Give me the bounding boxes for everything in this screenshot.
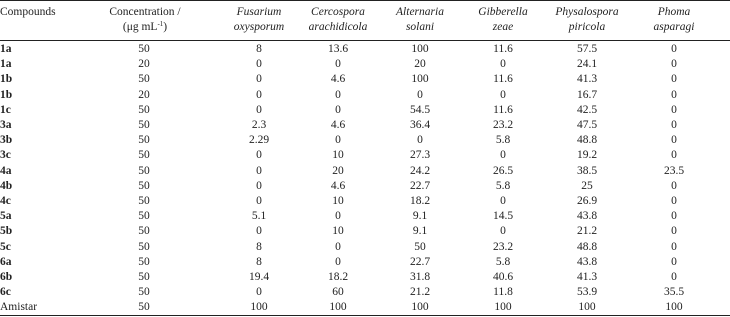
- inhibition-cell: 5.8: [495, 179, 511, 192]
- inhibition-cell: 0: [335, 255, 341, 268]
- inhibition-cell: 26.5: [492, 164, 514, 177]
- inhibition-cell: 0: [256, 195, 262, 207]
- inhibition-cell: 0: [417, 134, 423, 147]
- compound-cell: 5b: [0, 225, 13, 238]
- compound-cell: 5c: [0, 240, 11, 253]
- inhibition-cell: 38.5: [576, 164, 598, 177]
- concentration-cell: 50: [138, 271, 150, 283]
- concentration-cell: 50: [138, 179, 150, 192]
- inhibition-cell: 31.8: [409, 271, 431, 283]
- inhibition-cell: 0: [500, 88, 506, 101]
- inhibition-cell: 0: [256, 164, 262, 177]
- inhibition-cell: 57.5: [576, 43, 598, 55]
- compound-cell: Amistar: [0, 301, 38, 314]
- inhibition-cell: 100: [578, 301, 596, 314]
- header-compounds: Compounds: [0, 6, 56, 18]
- inhibition-cell: 11.8: [493, 286, 513, 299]
- inhibition-cell: 0: [671, 195, 677, 207]
- table-row: [0, 57, 730, 72]
- inhibition-cell: 0: [256, 88, 262, 101]
- inhibition-cell: 0: [335, 240, 341, 253]
- inhibition-cell: 0: [335, 88, 341, 101]
- inhibition-cell: 43.8: [576, 255, 598, 268]
- inhibition-cell: 8: [256, 255, 262, 268]
- header-cercospora-arachidicola: Cercospora arachidicola: [308, 6, 368, 33]
- compound-cell: 3c: [0, 149, 11, 162]
- inhibition-cell: 0: [500, 225, 506, 238]
- inhibition-cell: 22.7: [409, 255, 431, 268]
- inhibition-cell: 100: [411, 301, 429, 314]
- inhibition-cell: 24.1: [576, 58, 598, 71]
- concentration-cell: 50: [138, 301, 150, 314]
- table-row: [0, 240, 730, 255]
- compound-cell: 4c: [0, 195, 11, 207]
- inhibition-cell: 40.6: [492, 271, 514, 283]
- concentration-cell: 50: [138, 240, 150, 253]
- inhibition-cell: 36.4: [409, 119, 431, 131]
- table-row: [0, 103, 730, 118]
- inhibition-cell: 100: [329, 301, 347, 314]
- compound-cell: 5a: [0, 210, 12, 223]
- compound-cell: 1b: [0, 88, 13, 101]
- concentration-cell: 20: [138, 58, 150, 71]
- table-bottom-rule: [0, 315, 730, 316]
- inhibition-cell: 48.8: [576, 240, 598, 253]
- inhibition-cell: 0: [256, 73, 262, 86]
- concentration-cell: 50: [138, 255, 150, 268]
- header-concentration: [100, 5, 190, 35]
- inhibition-cell: 11.6: [493, 73, 513, 86]
- inhibition-cell: 8: [256, 43, 262, 55]
- inhibition-cell: 20: [414, 58, 426, 71]
- inhibition-cell: 100: [250, 301, 268, 314]
- inhibition-cell: 100: [665, 301, 683, 314]
- concentration-cell: 50: [138, 164, 150, 177]
- compound-cell: 1b: [0, 73, 13, 86]
- inhibition-cell: 5.8: [495, 134, 511, 147]
- compound-cell: 3b: [0, 134, 13, 147]
- concentration-cell: 50: [138, 225, 150, 238]
- inhibition-cell: 20: [332, 164, 344, 177]
- inhibition-cell: 0: [417, 88, 423, 101]
- inhibition-cell: 0: [671, 58, 677, 71]
- inhibition-cell: 23.2: [492, 240, 514, 253]
- inhibition-cell: 53.9: [576, 286, 598, 299]
- table-row: [0, 148, 730, 163]
- inhibition-cell: 43.8: [576, 210, 598, 223]
- table-top-rule: [0, 0, 730, 1]
- header-gibberella-zeae: Gibberella zeae: [478, 6, 528, 33]
- inhibition-cell: 47.5: [576, 119, 598, 131]
- concentration-cell: 50: [138, 195, 150, 207]
- header-phoma-asparagi: Phoma asparagi: [653, 6, 695, 33]
- inhibition-cell: 100: [494, 301, 512, 314]
- concentration-cell: 50: [138, 103, 150, 116]
- inhibition-cell: 0: [671, 103, 677, 116]
- table-row: [0, 209, 730, 224]
- inhibition-cell: 14.5: [492, 210, 514, 223]
- concentration-cell: 50: [138, 286, 150, 299]
- inhibition-cell: 16.7: [576, 88, 598, 101]
- table-header-rule: [0, 40, 730, 41]
- inhibition-cell: 9.1: [412, 210, 428, 223]
- table-row: [0, 72, 730, 87]
- inhibition-cell: 100: [411, 73, 429, 86]
- inhibition-cell: 23.2: [492, 119, 514, 131]
- inhibition-cell: 54.5: [409, 103, 431, 116]
- header-alternaria-solani: Alternaria solani: [396, 6, 444, 33]
- inhibition-cell: 9.1: [412, 225, 428, 238]
- table-row: [0, 300, 730, 315]
- inhibition-cell: 0: [335, 58, 341, 71]
- compound-cell: 6b: [0, 271, 13, 283]
- inhibition-cell: 0: [671, 225, 677, 238]
- inhibition-cell: 0: [500, 195, 506, 207]
- table-row: [0, 179, 730, 194]
- inhibition-cell: 0: [256, 103, 262, 116]
- inhibition-cell: 0: [256, 286, 262, 299]
- inhibition-cell: 11.6: [493, 43, 513, 55]
- inhibition-cell: 25: [581, 179, 593, 192]
- compound-cell: 4b: [0, 179, 13, 192]
- inhibition-cell: 41.3: [576, 271, 598, 283]
- header-concentration-line1: Concentration /: [109, 6, 181, 18]
- inhibition-cell: 100: [411, 43, 429, 55]
- table-row: [0, 255, 730, 270]
- inhibition-cell: 21.2: [576, 225, 598, 238]
- inhibition-cell: 0: [256, 149, 262, 162]
- inhibition-cell: 0: [335, 210, 341, 223]
- table-row: [0, 164, 730, 179]
- inhibition-cell: 27.3: [409, 149, 431, 162]
- header-physalospora-piricola: Physalospora piricola: [555, 6, 619, 33]
- inhibition-cell: 22.7: [409, 179, 431, 192]
- table-row: [0, 133, 730, 148]
- table-row: [0, 42, 730, 57]
- header-fusarium-oxysporum: Fusarium oxysporum: [233, 6, 285, 33]
- inhibition-cell: 0: [500, 149, 506, 162]
- inhibition-cell: 0: [671, 119, 677, 131]
- inhibition-cell: 19.4: [248, 271, 270, 283]
- compound-cell: 4a: [0, 164, 12, 177]
- inhibition-cell: 0: [256, 58, 262, 71]
- concentration-cell: 50: [138, 149, 150, 162]
- inhibition-cell: 0: [671, 43, 677, 55]
- inhibition-cell: 5.1: [251, 210, 267, 223]
- inhibition-cell: 24.2: [409, 164, 431, 177]
- inhibition-cell: 50: [414, 240, 426, 253]
- inhibition-cell: 0: [671, 73, 677, 86]
- inhibition-cell: 2.29: [248, 134, 270, 147]
- inhibition-cell: 8: [256, 240, 262, 253]
- inhibition-cell: 0: [500, 58, 506, 71]
- inhibition-cell: 13.6: [327, 43, 349, 55]
- table-row: [0, 194, 730, 209]
- table-row: [0, 285, 730, 300]
- inhibition-cell: 0: [671, 240, 677, 253]
- inhibition-cell: 10: [332, 149, 344, 162]
- inhibition-cell: 0: [256, 179, 262, 192]
- inhibition-cell: 4.6: [330, 119, 346, 131]
- compound-cell: 6a: [0, 255, 12, 268]
- inhibition-cell: 18.2: [409, 195, 431, 207]
- compound-cell: 3a: [0, 119, 12, 131]
- inhibition-cell: 41.3: [576, 73, 598, 86]
- inhibition-cell: 0: [671, 210, 677, 223]
- compound-cell: 1a: [0, 43, 12, 55]
- inhibition-cell: 0: [671, 271, 677, 283]
- table-row: [0, 118, 730, 133]
- inhibition-cell: 0: [671, 149, 677, 162]
- concentration-cell: 50: [138, 134, 150, 147]
- inhibition-cell: 5.8: [495, 255, 511, 268]
- inhibition-cell: 23.5: [663, 164, 685, 177]
- table-row: [0, 224, 730, 239]
- inhibition-cell: 4.6: [330, 179, 346, 192]
- inhibition-cell: 19.2: [576, 149, 598, 162]
- compound-cell: 1a: [0, 58, 12, 71]
- concentration-cell: 50: [138, 119, 150, 131]
- inhibition-cell: 35.5: [663, 286, 685, 299]
- inhibition-cell: 18.2: [327, 271, 349, 283]
- inhibition-cell: 0: [671, 88, 677, 101]
- concentration-cell: 50: [138, 210, 150, 223]
- inhibition-cell: 10: [332, 195, 344, 207]
- inhibition-cell: 60: [332, 286, 344, 299]
- inhibition-cell: 0: [335, 103, 341, 116]
- inhibition-cell: 0: [335, 134, 341, 147]
- inhibition-cell: 4.6: [330, 73, 346, 86]
- table-row: [0, 270, 730, 285]
- concentration-cell: 50: [138, 43, 150, 55]
- inhibition-cell: 0: [671, 134, 677, 147]
- compound-cell: 6c: [0, 286, 11, 299]
- concentration-cell: 20: [138, 88, 150, 101]
- inhibition-cell: 48.8: [576, 134, 598, 147]
- inhibition-cell: 0: [671, 255, 677, 268]
- inhibition-cell: 2.3: [251, 119, 267, 131]
- inhibition-cell: 11.6: [493, 103, 513, 116]
- inhibition-cell: 42.5: [576, 103, 598, 116]
- compound-cell: 1c: [0, 103, 11, 116]
- header-concentration-line2: (μg $mL^{-1}$): [122, 20, 168, 33]
- inhibition-cell: 10: [332, 225, 344, 238]
- inhibition-cell: 0: [256, 225, 262, 238]
- inhibition-cell: 26.9: [576, 195, 598, 207]
- table-row: [0, 88, 730, 103]
- inhibition-cell: 0: [671, 179, 677, 192]
- inhibition-cell: 21.2: [409, 286, 431, 299]
- concentration-cell: 50: [138, 73, 150, 86]
